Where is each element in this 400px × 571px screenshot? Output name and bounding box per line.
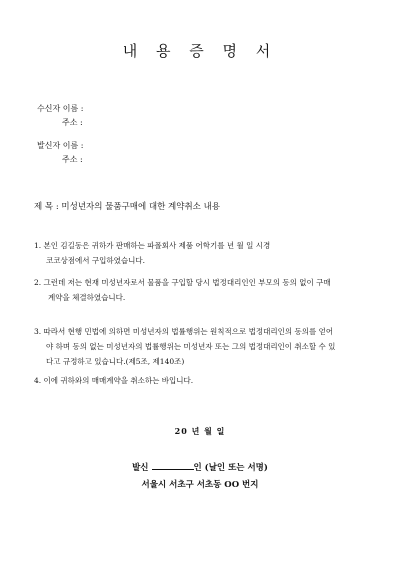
- item-2: [34, 275, 331, 305]
- item-1-line-2: 코코상점에서 구입하였습니다.: [46, 256, 145, 265]
- item-3: [34, 324, 335, 369]
- item-2-line-1: 2. 그런데 저는 현재 미성년자로서 물품을 구입할 당시 법정대리인인 부모의 동의 없이 구매: [34, 278, 331, 287]
- signature-prefix: 발신: [132, 463, 149, 473]
- item-2-line-2: 계약을 체결하였습니다.: [48, 293, 126, 302]
- recipient-address-label: 주소 :: [62, 118, 83, 127]
- recipient-name-label: 수신자 이름 :: [37, 104, 84, 113]
- signature-suffix: 인 (날인 또는 서명): [193, 463, 268, 473]
- item-4: [34, 373, 193, 388]
- date-line: 20 년 월 일: [174, 426, 226, 436]
- sender-name-label: 발신자 이름 :: [37, 141, 84, 150]
- item-4-line-1: 4. 이에 귀하와의 매매계약을 취소하는 바입니다.: [34, 376, 194, 385]
- signature-blank: [152, 469, 194, 470]
- signature-line: [0, 461, 400, 473]
- sender-address-label: 주소 :: [62, 155, 83, 164]
- item-1-line-1: 1. 본인 김길동은 귀하가 판매하는 파폴회사 제품 어학기를 년 월 일 시경: [34, 241, 271, 250]
- sender-address-line: 서울시 서초구 서초동 OO 번지: [141, 480, 259, 490]
- item-3-line-3: 다고 규정하고 있습니다.(제5조, 제140조): [46, 357, 185, 366]
- item-3-line-1: 3. 따라서 현행 민법에 의하면 미성년자의 법률행위는 원칙적으로 법정대리인의 동의를 얻어: [34, 327, 334, 336]
- item-1: [34, 238, 270, 268]
- subject-line: 제 목 : 미성년자의 물품구매에 대한 계약취소 내용: [34, 202, 220, 212]
- item-3-line-2: 야 하며 동의 없는 미성년자의 법률행위는 미성년자 또는 그의 법정대리인이 취소할 수 있: [46, 342, 336, 351]
- document-title: 내 용 증 명 서: [122, 42, 278, 60]
